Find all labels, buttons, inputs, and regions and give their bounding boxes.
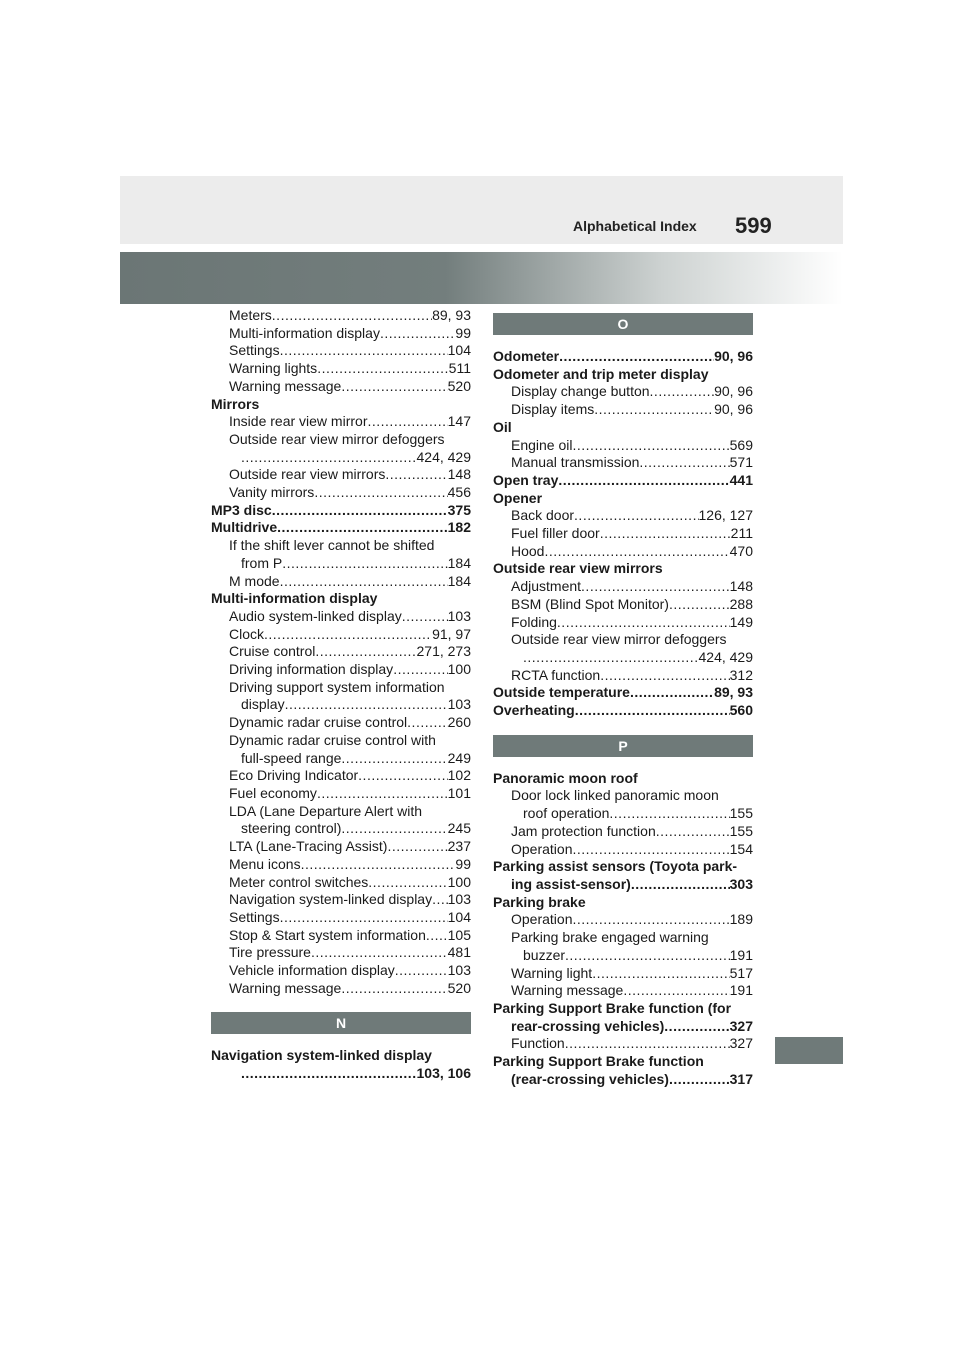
entry-label: Navigation system-linked display [211,1047,432,1064]
page-reference[interactable]: 148 [729,578,753,595]
index-entry[interactable] [211,590,471,608]
index-subentry[interactable] [493,1035,753,1053]
dot-leader [631,876,730,894]
index-subentry[interactable] [211,803,471,821]
index-entry[interactable] [493,472,753,490]
entry-label: Warning message [229,979,342,996]
entry-label: Multi-information display [211,590,378,607]
dot-leader [432,891,448,909]
dot-leader [630,684,714,702]
dot-leader [341,820,447,838]
section-header-n: N [211,1012,471,1034]
entry-label: display [241,696,285,713]
entry-label: Parking Support Brake function [493,1053,704,1070]
dot-leader [387,838,447,856]
page-reference[interactable]: 126, 127 [698,507,753,524]
dot-leader [600,525,731,543]
index-subentry[interactable] [493,437,753,455]
index-subentry[interactable] [211,555,471,573]
index-subentry[interactable] [211,484,471,502]
index-subentry[interactable] [211,573,471,591]
index-subentry[interactable] [211,537,471,555]
index-subentry[interactable] [493,876,753,894]
index-subentry[interactable] [211,325,471,343]
entry-label: LTA (Lane-Tracing Assist) [229,838,388,855]
index-entry[interactable] [493,1000,753,1018]
dot-leader [426,927,448,945]
entry-label: Display change button [511,383,650,400]
page-reference[interactable]: 104 [447,342,471,359]
entry-label: rear-crossing vehicles) [511,1017,665,1034]
dot-leader [407,714,447,732]
dot-leader [315,643,416,661]
index-subentry[interactable] [493,805,753,823]
page-reference[interactable]: 470 [729,542,753,559]
index-subentry[interactable] [211,856,471,874]
entry-label: (rear-crossing vehicles) [511,1070,669,1087]
dot-leader [280,909,448,927]
index-subentry[interactable] [211,785,471,803]
page-reference[interactable]: 317 [729,1070,753,1087]
page-reference[interactable]: 103 [447,696,471,713]
index-subentry[interactable] [211,413,471,431]
page-reference[interactable]: 103, 106 [416,1065,471,1082]
entry-label: Hood [511,542,545,559]
dot-leader [280,573,448,591]
dot-leader [314,484,447,502]
dot-leader [572,841,729,859]
chapter-side-tab[interactable] [775,1037,843,1064]
index-entry[interactable] [493,366,753,384]
page-reference[interactable]: 456 [447,484,471,501]
entry-label: Inside rear view mirror [229,413,368,430]
entry-label: Folding [511,613,557,630]
entry-label: MP3 disc [211,501,272,518]
index-subentry[interactable] [493,525,753,543]
index-subentry[interactable] [493,543,753,561]
dot-leader [393,661,447,679]
entry-label: Driving information display [229,661,394,678]
index-entry[interactable] [211,519,471,537]
page-reference[interactable]: 511 [448,360,471,377]
page-reference[interactable]: 569 [729,436,753,453]
entry-label: Outside rear view mirror defoggers [229,430,445,447]
dot-leader [523,649,699,667]
index-entry[interactable] [493,490,753,508]
entry-label: full-speed range [241,749,342,766]
index-subentry[interactable] [211,838,471,856]
index-subentry[interactable] [211,714,471,732]
entry-label: Settings [229,908,280,925]
entry-label: Odometer and trip meter display [493,365,709,382]
dot-leader [282,555,447,573]
page-reference[interactable]: 571 [729,454,753,471]
dot-leader [285,696,448,714]
dot-leader [241,1065,417,1083]
dot-leader [380,325,455,343]
page-reference[interactable]: 90, 96 [714,348,753,364]
dot-leader [280,342,448,360]
page-reference[interactable]: 191 [729,946,753,963]
page-reference[interactable]: 100 [447,661,471,678]
entry-label: Dynamic radar cruise control [229,714,408,731]
dot-leader [368,874,447,892]
page-reference[interactable]: 104 [447,908,471,925]
page-reference[interactable]: 103 [447,607,471,624]
entry-label: Navigation system-linked display [229,891,433,908]
index-subentry[interactable] [493,965,753,983]
entry-label: Menu icons [229,855,301,872]
index-subentry[interactable] [493,929,753,947]
index-entry[interactable] [493,419,753,437]
page-reference[interactable]: 184 [447,572,471,589]
index-subentry[interactable] [211,696,471,714]
entry-label: LDA (Lane Departure Alert with [229,802,422,819]
dot-leader [385,466,447,484]
page-reference[interactable]: 245 [447,820,471,837]
dot-leader [572,911,729,929]
page-reference[interactable]: 424, 429 [698,648,753,665]
dot-leader [317,360,448,378]
page-reference[interactable]: 105 [447,926,471,943]
entry-label: If the shift lever cannot be shifted [229,537,435,554]
page-reference[interactable]: 89, 93 [432,307,471,323]
page-reference[interactable]: 154 [729,840,753,857]
page-reference[interactable]: 211 [730,525,753,542]
page-reference[interactable]: 237 [447,838,471,855]
index-subentry[interactable] [211,466,471,484]
entry-label: Parking assist sensors (Toyota park- [493,858,738,875]
dot-leader [594,401,714,419]
page-reference[interactable]: 90, 96 [714,383,753,400]
page-reference[interactable]: 312 [729,666,753,683]
entry-label: Jam protection function [511,822,656,839]
index-entry[interactable] [493,1053,753,1071]
entry-label: Settings [229,342,280,359]
index-subentry[interactable] [211,449,471,467]
entry-label: Door lock linked panoramic moon [511,787,719,804]
page-reference[interactable]: 184 [447,554,471,571]
header-title: Alphabetical Index [573,218,697,234]
entry-label: Adjustment [511,578,582,595]
page-reference[interactable]: 100 [447,873,471,890]
index-subentry[interactable] [493,401,753,419]
page-reference[interactable]: 103 [447,962,471,979]
index-subentry[interactable] [211,980,471,998]
entry-label: Operation [511,911,573,928]
page-reference[interactable]: 517 [729,964,753,981]
section-spacer [493,335,753,348]
index-subentry[interactable] [493,454,753,472]
dot-leader [341,378,447,396]
page-reference[interactable]: 375 [447,501,471,518]
page-number: 599 [735,213,772,238]
index-subentry[interactable] [211,732,471,750]
dot-leader [277,519,448,537]
entry-label: Operation [511,840,573,857]
page-reference[interactable]: 99 [455,324,471,341]
entry-label: Eco Driving Indicator [229,767,359,784]
index-subentry[interactable] [493,1071,753,1089]
entry-label: Meter control switches [229,873,369,890]
dot-leader [559,348,714,366]
dot-leader [264,626,432,644]
section-spacer [211,1034,471,1047]
dot-leader [311,944,448,962]
index-subentry[interactable] [211,307,471,325]
entry-label: Multidrive [211,519,278,536]
entry-label: Vehicle information display [229,962,395,979]
entry-label: roof operation [523,805,610,822]
header-gradient-bar [120,252,843,304]
dot-leader [301,856,456,874]
entry-label: Overheating [493,702,575,719]
entry-label: Tire pressure [229,944,311,961]
index-subentry[interactable] [211,1065,471,1083]
index-entry[interactable] [493,858,753,876]
index-subentry[interactable] [493,667,753,685]
index-subentry[interactable] [493,614,753,632]
page-reference[interactable]: 99 [455,855,471,872]
page-reference[interactable]: 424, 429 [416,448,471,465]
entry-label: Audio system-linked display [229,607,402,624]
index-subentry[interactable] [211,962,471,980]
dot-leader [395,962,448,980]
page-reference[interactable]: 441 [729,471,753,488]
page-reference[interactable]: 189 [729,911,753,928]
entry-label: Fuel filler door [511,525,600,542]
entry-label: Display items [511,401,595,418]
page-reference[interactable]: 481 [447,944,471,961]
page-reference[interactable]: 249 [447,749,471,766]
dot-leader [565,947,730,965]
page-reference[interactable]: 101 [447,784,471,801]
index-column-right [493,313,753,1088]
entry-label: from P [241,554,283,571]
index-subentry[interactable] [211,750,471,768]
page-reference[interactable]: 191 [729,982,753,999]
index-subentry[interactable] [493,982,753,1000]
index-subentry[interactable] [211,608,471,626]
dot-leader [272,307,432,325]
dot-leader [664,1018,729,1036]
page-reference[interactable]: 91, 97 [432,625,471,642]
index-subentry[interactable] [493,631,753,649]
dot-leader [341,750,447,768]
entry-label: BSM (Blind Spot Monitor) [511,595,669,612]
page-reference[interactable]: 148 [447,466,471,483]
page-reference[interactable]: 260 [447,714,471,731]
page-reference[interactable]: 560 [729,702,753,719]
entry-label: ing assist-sensor) [511,875,631,892]
page-reference[interactable]: 155 [729,805,753,822]
dot-leader [367,413,447,431]
entry-label: Warning light [511,964,593,981]
entry-label: Stop & Start system information [229,926,426,943]
dot-leader [669,1071,730,1089]
section-spacer [493,720,753,735]
page-reference[interactable]: 155 [729,822,753,839]
entry-label: Meters [229,307,272,323]
index-subentry[interactable] [211,944,471,962]
dot-leader [574,507,698,525]
page-reference[interactable]: 103 [447,891,471,908]
index-entry[interactable] [493,560,753,578]
entry-label: Outside rear view mirrors [493,560,663,577]
dot-leader [557,614,730,632]
index-subentry[interactable] [493,649,753,667]
section-spacer [493,757,753,770]
entry-label: Function [511,1035,565,1052]
page-reference[interactable]: 327 [729,1017,753,1034]
entry-label: steering control) [241,820,342,837]
index-subentry[interactable] [211,360,471,378]
dot-leader [592,965,729,983]
entry-label: Vanity mirrors [229,484,315,501]
section-spacer [211,997,471,1012]
page-reference[interactable]: 520 [447,979,471,996]
entry-label: Odometer [493,348,560,364]
dot-leader [581,578,730,596]
dot-leader [575,702,730,720]
index-entry[interactable] [211,396,471,414]
entry-label: Warning message [511,982,624,999]
index-entry[interactable] [211,1047,471,1065]
index-subentry[interactable] [211,909,471,927]
dot-leader [573,437,730,455]
entry-label: Parking Support Brake function (for [493,999,732,1016]
entry-label: Dynamic radar cruise control with [229,731,436,748]
entry-label: Outside rear view mirrors [229,466,386,483]
dot-leader [609,805,729,823]
index-subentry[interactable] [211,661,471,679]
index-subentry[interactable] [211,643,471,661]
entry-label: Outside temperature [493,684,630,701]
index-column-left [211,307,471,1083]
index-entry[interactable] [493,684,753,702]
page-reference[interactable]: 271, 273 [416,643,471,660]
entry-label: Fuel economy [229,784,317,801]
index-subentry[interactable] [493,911,753,929]
dot-leader [600,667,729,685]
page-reference[interactable]: 327 [729,1035,753,1052]
dot-leader [272,502,448,520]
entry-label: Oil [493,418,512,435]
index-subentry[interactable] [493,1018,753,1036]
index-subentry[interactable] [211,820,471,838]
section-header-p: P [493,735,753,757]
entry-label: Warning lights [229,360,318,377]
index-subentry[interactable] [211,767,471,785]
index-subentry[interactable] [211,891,471,909]
index-subentry[interactable] [493,383,753,401]
dot-leader [650,383,715,401]
index-entry[interactable] [211,502,471,520]
page-reference[interactable]: 89, 93 [714,684,753,701]
entry-label: Opener [493,489,543,506]
page-reference[interactable]: 147 [447,413,471,430]
dot-leader [639,454,729,472]
page-reference[interactable]: 102 [447,767,471,784]
index-subentry[interactable] [211,874,471,892]
page-reference[interactable]: 90, 96 [714,401,753,418]
entry-label: Outside rear view mirror defoggers [511,631,727,648]
entry-label: Driving support system information [229,678,445,695]
dot-leader [358,767,447,785]
dot-leader [558,472,729,490]
index-subentry[interactable] [493,507,753,525]
dot-leader [623,982,729,1000]
section-header-o: O [493,313,753,335]
dot-leader [317,785,448,803]
index-subentry[interactable] [493,823,753,841]
index-subentry[interactable] [211,626,471,644]
index-subentry[interactable] [493,578,753,596]
page-reference[interactable]: 149 [729,613,753,630]
entry-label: Engine oil [511,436,573,453]
entry-label: Parking brake engaged warning [511,929,709,946]
page-reference[interactable]: 303 [729,875,753,892]
index-subentry[interactable] [211,927,471,945]
entry-label: RCTA function [511,666,601,683]
index-entry[interactable] [493,894,753,912]
page-reference[interactable]: 288 [729,595,753,612]
entry-label: Cruise control [229,643,316,660]
entry-label: Open tray [493,471,559,488]
dot-leader [241,449,417,467]
entry-label: M mode [229,572,280,589]
entry-label: Mirrors [211,395,260,412]
dot-leader [402,608,448,626]
page-reference[interactable]: 520 [447,377,471,394]
index-entry[interactable] [493,770,753,788]
index-subentry[interactable] [211,679,471,697]
dot-leader [544,543,729,561]
dot-leader [341,980,447,998]
index-subentry[interactable] [211,431,471,449]
entry-label: Manual transmission [511,454,640,471]
index-entry[interactable] [493,348,753,366]
index-subentry[interactable] [211,378,471,396]
page-reference[interactable]: 182 [447,519,471,536]
entry-label: Back door [511,507,575,524]
entry-label: Multi-information display [229,324,380,341]
entry-label: Clock [229,625,265,642]
entry-label: buzzer [523,946,566,963]
index-subentry[interactable] [211,342,471,360]
dot-leader [669,596,730,614]
index-subentry[interactable] [493,596,753,614]
entry-label: Parking brake [493,893,586,910]
dot-leader [565,1035,730,1053]
index-subentry[interactable] [493,841,753,859]
dot-leader [656,823,730,841]
entry-label: Panoramic moon roof [493,769,638,786]
index-entry[interactable] [493,702,753,720]
entry-label: Warning message [229,377,342,394]
index-subentry[interactable] [493,947,753,965]
index-subentry[interactable] [493,787,753,805]
